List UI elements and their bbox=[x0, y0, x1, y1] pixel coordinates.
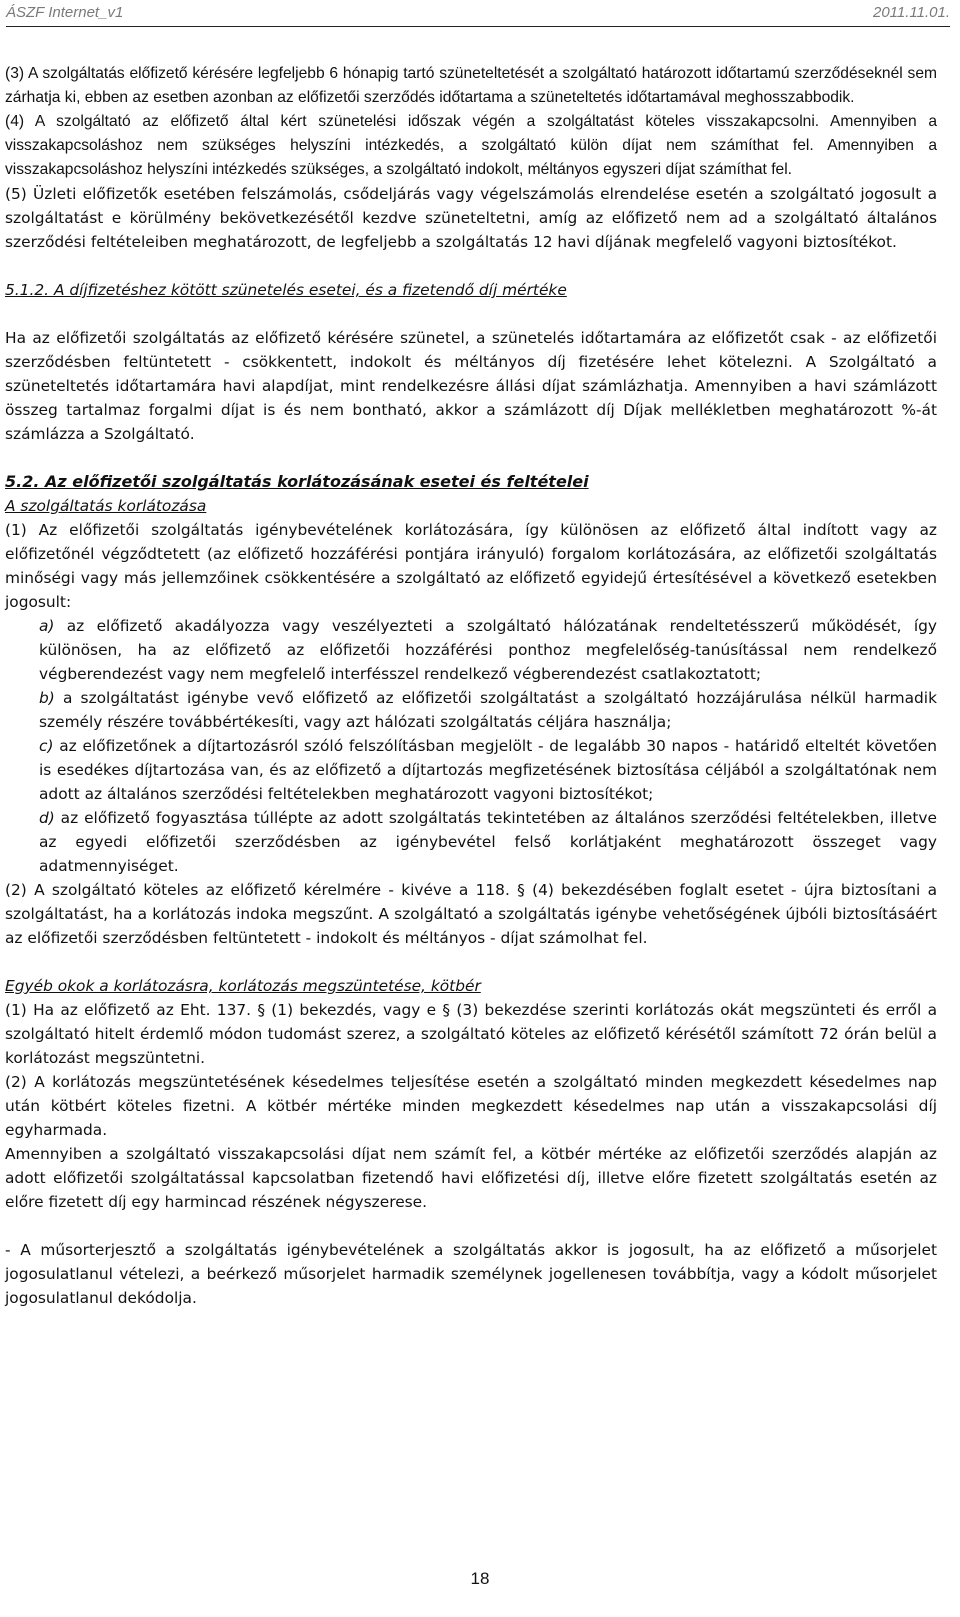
page-header bbox=[6, 2, 950, 27]
document-body bbox=[5, 62, 937, 1310]
list-item-d: d) az előfizető fogyasztása túllépte az adott szolgáltatás tekintetében az általános szerződési feltételekben, illetve az egyedi előfizetői szerződésben az igénybevétel felső korlátjaként meghatározott összeget vagy adatmennyiséget. bbox=[39, 809, 937, 875]
paragraph-other-1: (1) Ha az előfizető az Eht. 137. § (1) bekezdés, vagy e § (3) bekezdése szerinti korlátozás okát megszünteti és erről a szolgáltató hitelt érdemlő módon tudomást szerez, a szolgáltató köteles az előfizető kérésétől számított 72 órán belül a korlátozást megszüntetni. bbox=[5, 1001, 937, 1067]
spacer bbox=[5, 254, 937, 278]
paragraph-fee-suspension: Ha az előfizetői szolgáltatás az előfizető kérésére szünetel, a szünetelés időtartamára az előfizetőt csak - az előfizetői szerződésben feltüntetett - csökkentett, indokolt és méltányos díj fizetésére lehet kötelezni. A Szolgáltató a szüneteltetés időtartamára havi alapdíjat, mint rendelkezésre állási díjat számlázhatja. Amennyiben a havi számlázott összeg tartalmaz forgalmi díjat is és nem bontható, akkor a számlázott díj Díjak mellékletben meghatározott %-át számlázza a Szolgáltató. bbox=[5, 329, 937, 443]
header-date: 2011.11.01. bbox=[872, 4, 950, 21]
subheading-other-reasons: Egyéb okok a korlátozásra, korlátozás megszüntetése, kötbér bbox=[5, 977, 481, 995]
spacer bbox=[5, 446, 937, 470]
spacer bbox=[5, 950, 937, 974]
paragraph-restriction-1: (1) Az előfizetői szolgáltatás igénybevételének korlátozására, így különösen az előfizető által indított vagy az előfizetőnél végződtetett (az előfizető hozzáférési pontjára irányuló) forgalom korlátozására, az előfizetői szolgáltatás minőségi vagy más jellemzőinek csökkentésére a szolgáltató az előfizető egyidejű értesítésével a következő esetekben jogosult: bbox=[5, 521, 937, 611]
section-heading-5-2: 5.2. Az előfizetői szolgáltatás korlátozásának esetei és feltételei bbox=[5, 472, 589, 491]
page-number: 18 bbox=[470, 1569, 490, 1588]
paragraph-other-2: (2) A korlátozás megszüntetésének késedelmes teljesítése esetén a szolgáltató minden megkezdett késedelmes nap után kötbért köteles fizetni. A kötbér mértéke minden megkezdett késedelmes nap után a visszakapcsolási díj egyharmada. bbox=[5, 1073, 937, 1139]
list-item-c: c) az előfizetőnek a díjtartozásról szóló felszólításban megjelölt - de legalább 30 napos - határidő elteltét követően is esedékes díjtartozása van, és az előfizető a díjtartozás megfizetésének biztosítása céljából a szolgáltatónak nem adott az általános szerződési feltételekben meghatározott vagyoni biztosítékot; bbox=[39, 737, 937, 803]
paragraph-5: (5) Üzleti előfizetők esetében felszámolás, csődeljárás vagy végelszámolás elrendelése esetén a szolgáltató jogosult a szolgáltatást e körülmény bekövetkezésétől kezdve szüneteltetni, amíg az előfizető nem ad a szolgáltató általános szerződési feltételeiben meghatározott, de legfeljebb a szolgáltatás 12 havi díjának megfelelő vagyoni biztosítékot. bbox=[5, 185, 937, 251]
paragraph-broadcaster: - A műsorterjesztő a szolgáltatás igénybevételének a szolgáltatás akkor is jogosult, ha az előfizető a műsorjelet jogosulatlanul vételezi, a beérkező műsorjelet harmadik személynek jogellenesen továbbítja, vagy a kódolt műsorjelet jogosulatlanul dekódolja. bbox=[5, 1241, 937, 1307]
paragraph-penalty: Amennyiben a szolgáltató visszakapcsolási díjat nem számít fel, a kötbér mértéke az előfizetői szerződés alapján az adott előfizetői szolgáltatással kapcsolatban fizetendő havi előfizetési díj, illetve előre fizetett szolgáltatás esetén az előre fizetett díj egy harmincad részének négyszerese. bbox=[5, 1145, 937, 1211]
paragraph-restriction-2: (2) A szolgáltató köteles az előfizető kérelmére - kivéve a 118. § (4) bekezdésében foglalt esetet - újra biztosítani a szolgáltatást, ha a korlátozás indoka megszűnt. A szolgáltató a szolgáltatás igénybe vehetőségének újbóli biztosításáért az előfizetői szerződésben feltüntetett - indokolt és méltányos - díjat számolhat fel. bbox=[5, 881, 937, 947]
list-item-b: b) a szolgáltatást igénybe vevő előfizető az előfizetői szolgáltatást a szolgáltató hozzájárulása nélkül harmadik személy részére továbbértékesíti, vagy azt hálózati szolgáltatás céljára használja; bbox=[39, 689, 937, 731]
paragraph-4: (4) A szolgáltató az előfizető által kért szünetelési időszak végén a szolgáltatást köteles visszakapcsolni. Amennyiben a visszakapcsoláshoz nem szükséges helyszíni intézkedés, a szolgáltató külön díjat nem számíthat fel. Amennyiben a visszakapcsoláshoz helyszíni intézkedés szükséges, a szolgáltató indokolt, méltányos egyszeri díjat számíthat fel. bbox=[5, 113, 937, 178]
spacer bbox=[5, 302, 937, 326]
list-item-a: a) az előfizető akadályozza vagy veszélyezteti a szolgáltató hálózatának rendeltetésszerű működését, így különösen, ha az előfizető az előfizetői hozzáférési ponthoz megfelelőség-tanúsítással nem rendelkező végberendezést vagy nem megfelelő interfésszel rendelkező végberendezést csatlakoztatott; bbox=[39, 617, 937, 683]
subheading-restriction: A szolgáltatás korlátozása bbox=[5, 497, 207, 515]
header-doc-name: ÁSZF Internet_v1 bbox=[6, 4, 124, 21]
section-heading-5-1-2: 5.1.2. A díjfizetéshez kötött szünetelés esetei, és a fizetendő díj mértéke bbox=[5, 281, 567, 299]
paragraph-3: (3) A szolgáltatás előfizető kérésére legfeljebb 6 hónapig tartó szüneteltetését a szolgáltató határozott időtartamú szerződéseknél sem zárhatja ki, ebben az esetben azonban az előfizetői szerződés időtartama a szüneteltetés időtartamával meghosszabbodik. bbox=[5, 65, 937, 106]
spacer bbox=[5, 1214, 937, 1238]
